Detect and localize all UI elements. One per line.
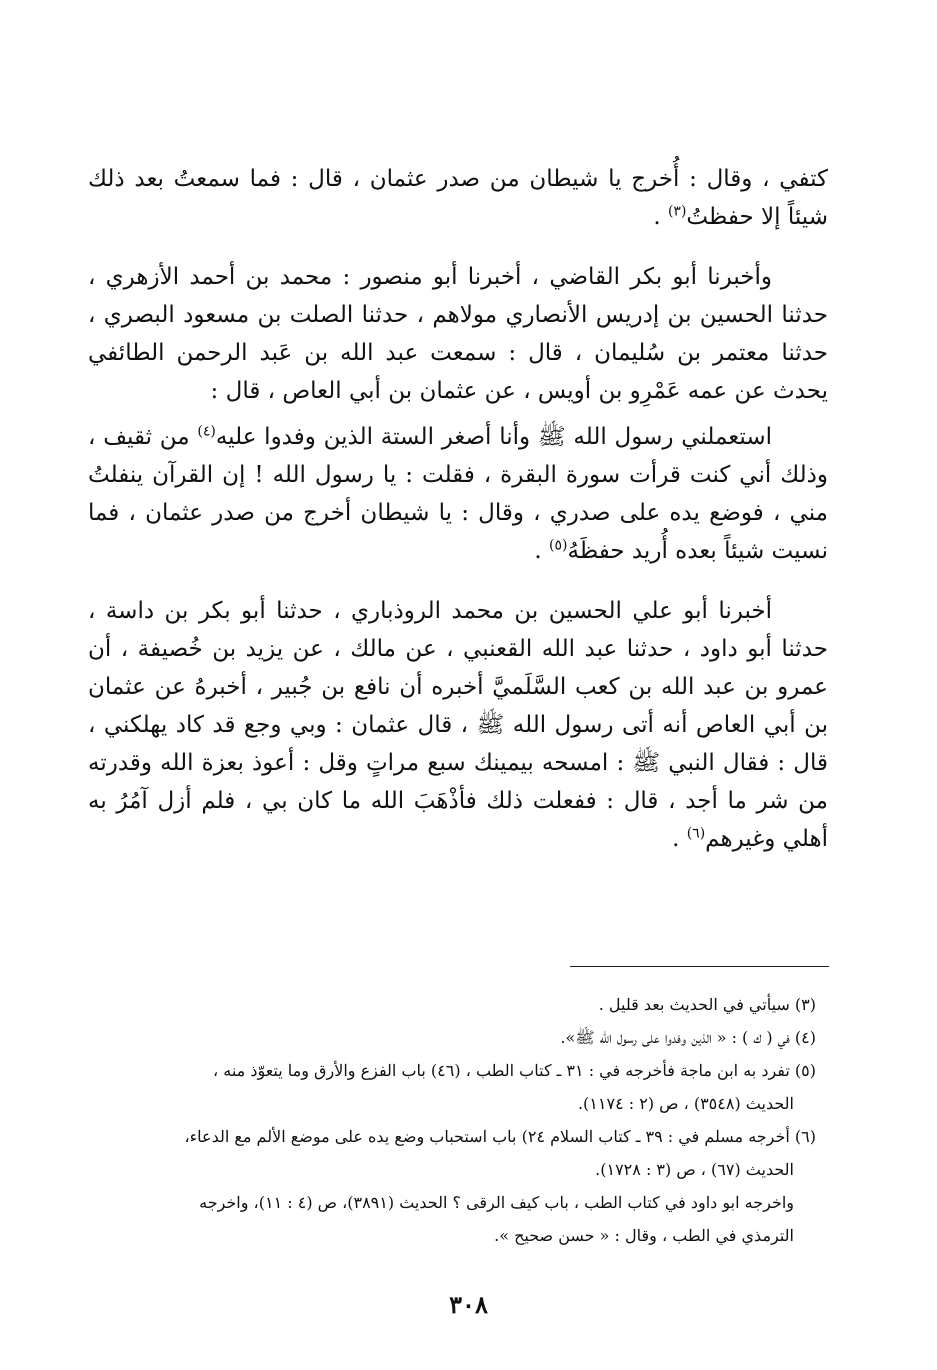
footnote-line: واخرجه ابو داود في كتاب الطب ، باب كيف الرقى ؟ الحديث (٣٨٩١)، ص (٤ : ١١)، واخرجه	[199, 1193, 794, 1212]
footnote-divider	[570, 966, 829, 967]
paragraph-text: وأخبرنا أبو بكر القاضي ، أخبرنا أبو منصور : محمد بن أحمد الأزهري ، حدثنا الحسين بن إدريس الأنصاري مولاهم ، حدثنا الصلت بن مسعود البصري ، حدثنا معتمر بن سُليمان ، قال : سمعت عبد الله بن عَبد الرحمن الطائفي يحدث عن عمه عَمْرِو بن أويس ، عن عثمان بن أبي العاص ، قال :	[88, 264, 828, 404]
paragraph-tail: .	[534, 538, 550, 564]
paragraph-3	[88, 418, 828, 570]
paragraph-tail: .	[653, 204, 668, 230]
footnote-ref: (٣)	[667, 203, 687, 220]
footnote-line: الحديث (٦٧) ، ص (٣ : ١٧٢٨).	[595, 1160, 794, 1179]
main-text	[88, 160, 828, 858]
footnote-line: الحديث (٣٥٤٨) ، ص (٢ : ١١٧٤).	[577, 1094, 794, 1113]
footnote-ref: (٦)	[686, 825, 706, 842]
paragraph-text: كتفي ، وقال : أُخرج يا شيطان من صدر عثمان ، قال : فما سمعتُ بعد ذلك شيئاً إلا حفظتُ	[88, 166, 828, 230]
footnote-ref: (٥)	[549, 537, 568, 554]
footnote-5	[88, 1054, 816, 1120]
footnote-line: (٦) أخرجه مسلم في : ٣٩ ـ كتاب السلام ٢٤) باب استحباب وضع يده على موضع الألم مع الدعاء،	[184, 1127, 816, 1146]
footnote-line: الترمذي في الطب ، وقال : « حسن صحيح ».	[494, 1226, 794, 1245]
footnote-6-continued	[88, 1186, 816, 1252]
footnotes	[88, 988, 816, 1252]
paragraph-text: استعملني رسول الله ﷺ وأنا أصغر الستة الذين وفدوا عليه	[215, 424, 772, 450]
paragraph-1	[88, 160, 828, 236]
footnote-line: (٥) تفرد به ابن ماجة فأخرجه في : ٣١ ـ كتاب الطب ، (٤٦) باب الفزع والأرق وما يتعوّذ منه ،	[213, 1061, 816, 1080]
footnote-6	[88, 1120, 816, 1186]
footnote-ref: (٤)	[197, 423, 216, 440]
paragraph-tail: .	[672, 826, 687, 852]
footnote-line: (٤) في ( ك ) : « الذين وفدوا على رسول الله ﷺ».	[560, 1028, 816, 1047]
paragraph-2	[88, 258, 828, 410]
footnote-4	[88, 1021, 816, 1054]
paragraph-4	[88, 592, 828, 858]
page-number: ٣٠٨	[449, 1290, 488, 1319]
paragraph-text: أخبرنا أبو علي الحسين بن محمد الروذباري ، حدثنا أبو بكر بن داسة ، حدثنا أبو داود ، حدثنا عبد الله القعنبي ، عن مالك ، عن يزيد بن خُصيفة ، أن عمرو بن عبد الله بن كعب السَّلَميَّ أخبره أن نافع بن جُبير ، أخبرهُ عن عثمان بن أبي العاص أنه أتى رسول الله ﷺ ، قال عثمان : وبي وجع قد كاد يهلكني ، قال : فقال النبي ﷺ : امسحه بيمينك سبع مراتٍ وقل : أعوذ بعزة الله وقدرته من شر ما أجد ، قال : ففعلت ذلك فأذْهَبَ الله ما كان بي ، فلم أزل آمُرُ به أهلي وغيرهم	[88, 598, 829, 852]
paragraph-text: من ثقيف ، وذلك أني كنت قرأت سورة البقرة ، فقلت : يا رسول الله ! إن القرآن ينفلتُ مني ، فوضع يده على صدري ، وقال : يا شيطان أخرج من صدر عثمان ، فما نسيت شيئاً بعده أُريد حفظَهُ	[88, 424, 828, 564]
footnote-line: (٣) سيأتي في الحديث بعد قليل .	[598, 995, 816, 1014]
footnote-3	[88, 988, 816, 1021]
